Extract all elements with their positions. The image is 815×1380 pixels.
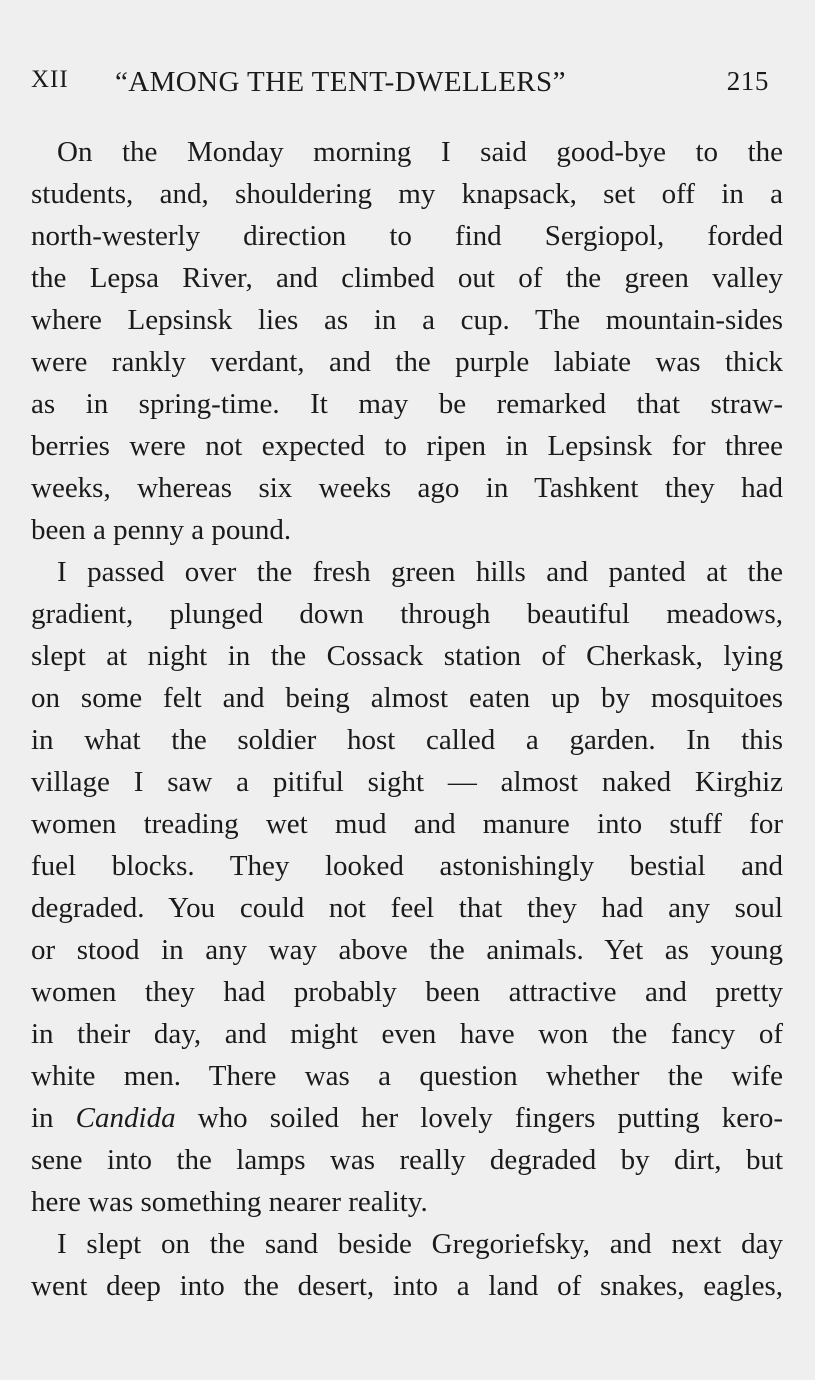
text-line: berries were not expected to ripen in Lepsinsk for three <box>31 430 783 462</box>
italic-play-title: Candida <box>75 1102 176 1134</box>
text-line: were rankly verdant, and the purple labiate was thick <box>31 346 783 378</box>
text-line: went deep into the desert, into a land of snakes, eagles, <box>31 1270 783 1302</box>
text-line: here was something nearer reality. <box>31 1186 428 1218</box>
text-line: students, and, shouldering my knapsack, set off in a <box>31 178 783 210</box>
running-header <box>31 66 783 106</box>
text-line: weeks, whereas six weeks ago in Tashkent they had <box>31 472 783 504</box>
text-line: fuel blocks. They looked astonishingly bestial and <box>31 850 783 882</box>
text-line: the Lepsa River, and climbed out of the green valley <box>31 262 783 294</box>
text-line: in what the soldier host called a garden. In this <box>31 724 783 756</box>
text-line: north-westerly direction to find Sergiopol, forded <box>31 220 783 252</box>
page-number: 215 <box>726 66 769 96</box>
text-fragment: in <box>31 1102 76 1134</box>
text-line: sene into the lamps was really degraded by dirt, but <box>31 1144 783 1176</box>
text-line: on some felt and being almost eaten up by mosquitoes <box>31 682 783 714</box>
text-line-with-italic-title <box>31 1097 783 1139</box>
text-line: I slept on the sand beside Gregoriefsky, and next day <box>57 1228 783 1260</box>
text-line: in their day, and might even have won the fancy of <box>31 1018 783 1050</box>
text-line: degraded. You could not feel that they had any soul <box>31 892 783 924</box>
text-line: been a penny a pound. <box>31 514 292 546</box>
chapter-number: XII <box>31 66 69 93</box>
text-line: slept at night in the Cossack station of Cherkask, lying <box>31 640 783 672</box>
text-line: white men. There was a question whether the wife <box>31 1060 783 1092</box>
text-line: or stood in any way above the animals. Yet as young <box>31 934 783 966</box>
body-text <box>31 131 783 1307</box>
text-line: village I saw a pitiful sight — almost naked Kirghiz <box>31 766 783 798</box>
text-line: women they had probably been attractive and pretty <box>31 976 783 1008</box>
text-fragment: who soiled her lovely fingers putting kero- <box>175 1102 783 1134</box>
text-line: I passed over the fresh green hills and panted at the <box>57 556 783 588</box>
text-line: On the Monday morning I said good-bye to the <box>57 136 783 168</box>
text-line: as in spring-time. It may be remarked that straw- <box>31 388 783 420</box>
running-title: “AMONG THE TENT-DWELLERS” <box>115 66 566 98</box>
text-line: where Lepsinsk lies as in a cup. The mountain-sides <box>31 304 783 336</box>
text-line: gradient, plunged down through beautiful meadows, <box>31 598 783 630</box>
text-line: women treading wet mud and manure into stuff for <box>31 808 783 840</box>
